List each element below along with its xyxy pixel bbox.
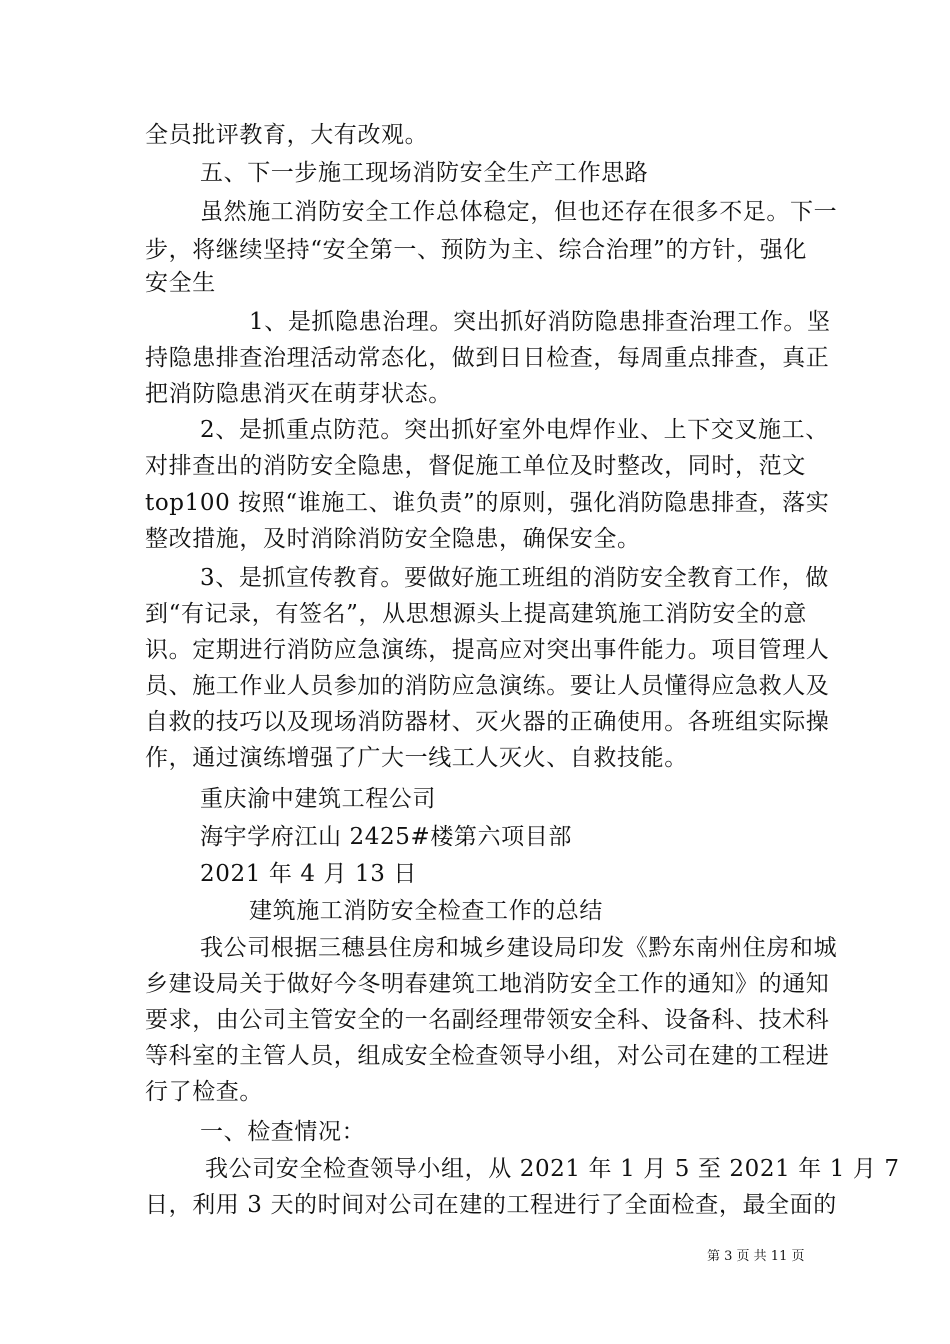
text-line: 虽然施工消防安全工作总体稳定，但也还存在很多不足。下一 bbox=[200, 199, 838, 225]
document-title: 建筑施工消防安全检查工作的总结 bbox=[249, 898, 603, 924]
text-line: 安全生 bbox=[145, 270, 216, 296]
section-heading: 五、下一步施工现场消防安全生产工作思路 bbox=[200, 160, 649, 186]
text-line: 到“有记录，有签名”，从思想源头上提高建筑施工消防安全的意 bbox=[145, 601, 807, 627]
text-line: 要求，由公司主管安全的一名副经理带领安全科、设备科、技术科 bbox=[145, 1007, 830, 1033]
text-line: 对排查出的消防安全隐患，督促施工单位及时整改，同时，范文 bbox=[145, 453, 806, 479]
section-heading: 一、检查情况： bbox=[200, 1119, 366, 1145]
text-line: 3、是抓宣传教育。要做好施工班组的消防安全教育工作，做 bbox=[200, 565, 829, 591]
text-line: 把消防隐患消灭在萌芽状态。 bbox=[145, 381, 452, 407]
text-line: 步，将继续坚持“安全第一、预防为主、综合治理”的方针，强化 bbox=[145, 237, 807, 263]
text-line: 持隐患排查治理活动常态化，做到日日检查，每周重点排查，真正 bbox=[145, 345, 830, 371]
signature-department: 海宇学府江山 2425#楼第六项目部 bbox=[200, 824, 572, 850]
signature-date: 2021 年 4 月 13 日 bbox=[200, 861, 417, 887]
text-line: 员、施工作业人员参加的消防应急演练。要让人员懂得应急救人及 bbox=[145, 673, 830, 699]
text-line: 2、是抓重点防范。突出抓好室外电焊作业、上下交叉施工、 bbox=[200, 417, 829, 443]
text-line: 整改措施，及时消除消防安全隐患，确保安全。 bbox=[145, 526, 641, 552]
text-line: 自救的技巧以及现场消防器材、灭火器的正确使用。各班组实际操 bbox=[145, 709, 830, 735]
signature-company: 重庆渝中建筑工程公司 bbox=[200, 786, 436, 812]
text-line: 行了检查。 bbox=[145, 1079, 263, 1105]
text-line: 我公司根据三穗县住房和城乡建设局印发《黔东南州住房和城 bbox=[200, 935, 838, 961]
page-number-footer: 第 3 页 共 11 页 bbox=[707, 1249, 805, 1264]
text-line: 日，利用 3 天的时间对公司在建的工程进行了全面检查，最全面的 bbox=[145, 1192, 837, 1218]
text-line: 1、是抓隐患治理。突出抓好消防隐患排查治理工作。坚 bbox=[249, 309, 831, 335]
text-line: 作，通过演练增强了广大一线工人灭火、自救技能。 bbox=[145, 745, 688, 771]
text-line: 等科室的主管人员，组成安全检查领导小组，对公司在建的工程进 bbox=[145, 1043, 830, 1069]
text-line: top100 按照“谁施工、谁负责”的原则，强化消防隐患排查，落实 bbox=[145, 490, 830, 516]
text-line: 全员批评教育，大有改观。 bbox=[145, 122, 429, 148]
text-line: 识。定期进行消防应急演练，提高应对突出事件能力。项目管理人 bbox=[145, 637, 830, 663]
text-line: 我公司安全检查领导小组，从 2021 年 1 月 5 至 2021 年 1 月 7 bbox=[205, 1156, 900, 1182]
text-line: 乡建设局关于做好今冬明春建筑工地消防安全工作的通知》的通知 bbox=[145, 971, 830, 997]
